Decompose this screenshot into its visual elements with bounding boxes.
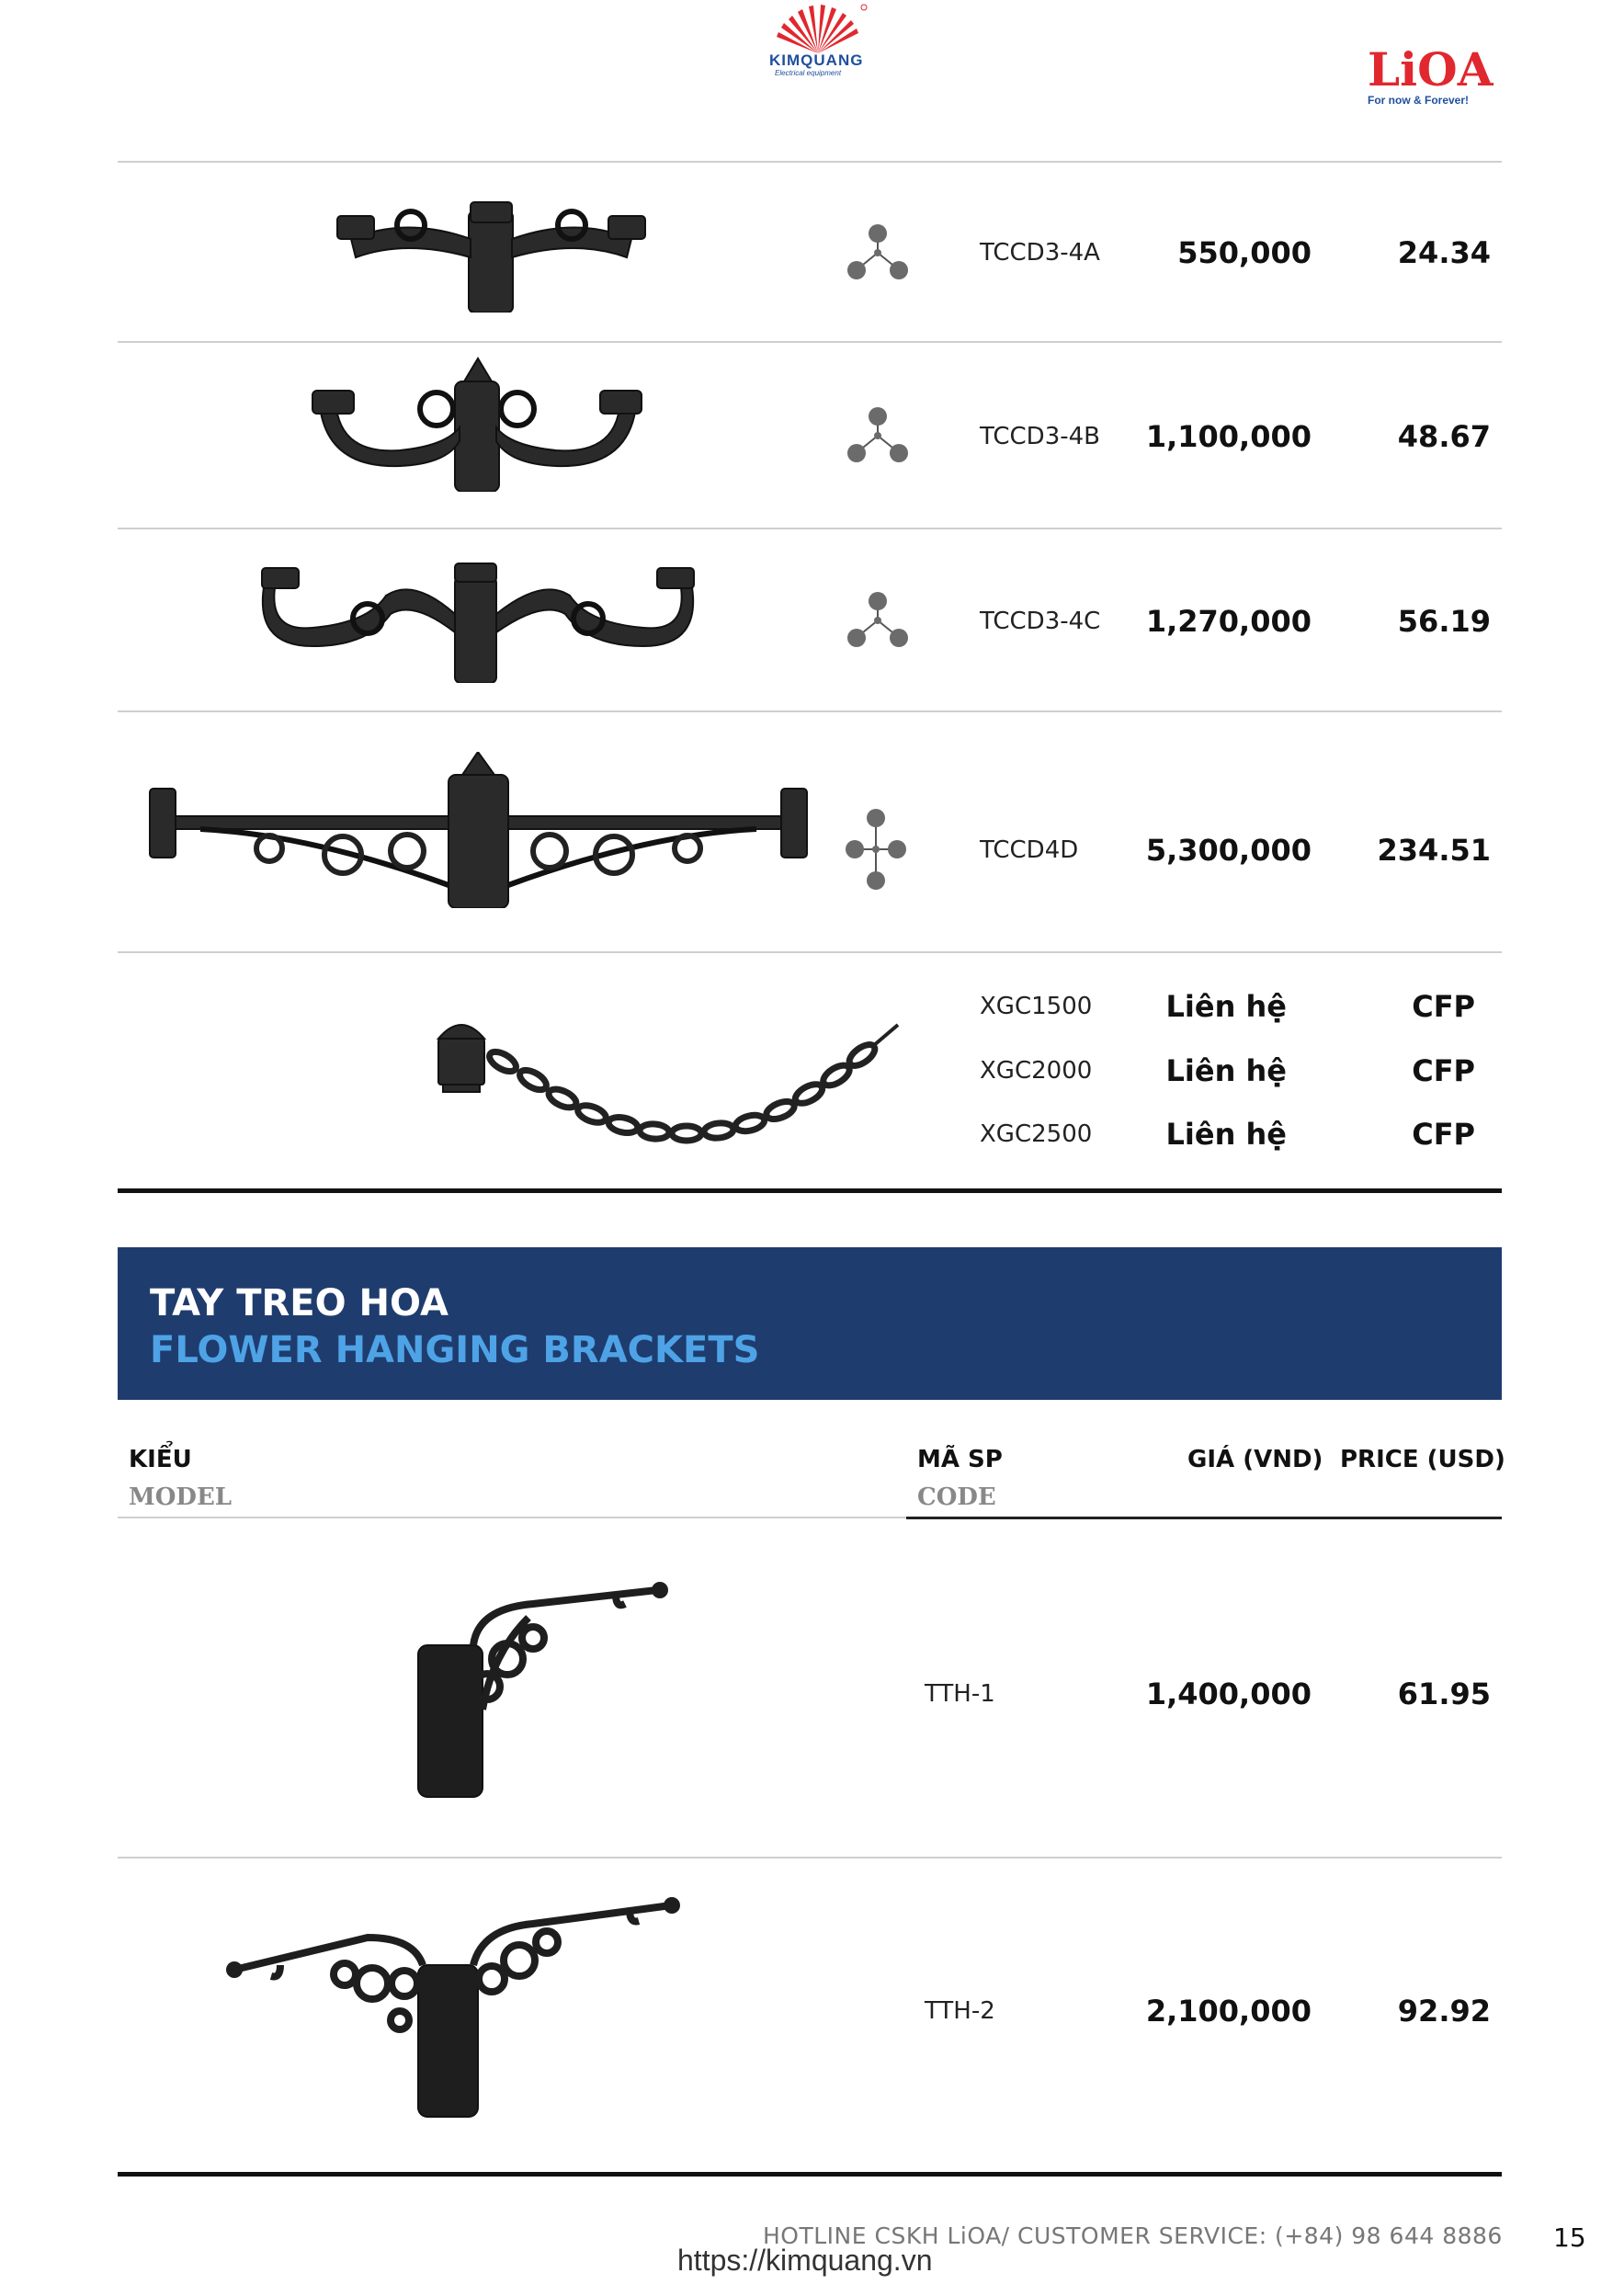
lioa-logo-text: LiOA: [1368, 42, 1493, 97]
price-vnd: 5,300,000: [1145, 833, 1312, 868]
section-title-en: FLOWER HANGING BRACKETS: [150, 1329, 760, 1371]
header-rule: [118, 1517, 906, 1518]
four-light-branch-icon: [844, 807, 908, 892]
product-code: XGC2500: [980, 1120, 1093, 1148]
section-title-vn: TAY TREO HOA: [150, 1282, 449, 1324]
price-usd: 61.95: [1397, 1677, 1491, 1711]
price-usd: 24.34: [1397, 235, 1491, 270]
product-code: TCCD3-4C: [980, 608, 1101, 635]
price-usd: CFP: [1412, 1117, 1475, 1152]
table-end-rule: [118, 1188, 1502, 1193]
flower-bracket-tth-1-image: [404, 1572, 680, 1802]
product-code: XGC2000: [980, 1057, 1093, 1085]
price-usd: 48.67: [1397, 419, 1491, 454]
kimquang-sunburst-icon: [758, 0, 878, 55]
price-usd: CFP: [1412, 1053, 1475, 1088]
lioa-logo: [1368, 44, 1515, 118]
bracket-tccd3-4b-image: [308, 354, 648, 492]
row-divider: [118, 951, 1502, 953]
price-usd: 234.51: [1377, 833, 1491, 868]
column-header-model: KIỂU: [129, 1446, 192, 1473]
row-divider: [118, 528, 1502, 529]
price-vnd: 1,270,000: [1145, 604, 1312, 639]
column-header-model-en: MODEL: [129, 1483, 233, 1511]
price-usd: 56.19: [1397, 604, 1491, 639]
product-code: TCCD4D: [980, 836, 1079, 864]
header-rule: [906, 1517, 1502, 1519]
price-vnd: 1,100,000: [1145, 419, 1312, 454]
product-code: TTH-1: [925, 1680, 995, 1708]
row-divider: [118, 710, 1502, 712]
bracket-tccd4d-image: [145, 752, 812, 908]
flower-bracket-tth-2-image: [216, 1892, 685, 2121]
three-light-branch-icon: [846, 224, 910, 281]
price-vnd: Liên hệ: [1165, 989, 1287, 1024]
price-usd: CFP: [1412, 989, 1475, 1024]
bracket-tccd3-4c-image: [257, 559, 698, 683]
price-usd: 92.92: [1397, 1994, 1491, 2029]
column-header-code-en: CODE: [917, 1483, 996, 1511]
three-light-branch-icon: [846, 407, 910, 464]
page-number: 15: [1553, 2222, 1586, 2253]
column-header-code: MÃ SP: [917, 1446, 1003, 1473]
lioa-tagline: For now & Forever!: [1368, 94, 1470, 107]
decorative-chain-image: [434, 1011, 907, 1158]
price-vnd: 1,400,000: [1145, 1677, 1312, 1711]
footer-hotline: HOTLINE CSKH LiOA/ CUSTOMER SERVICE: (+84) 98 644 8886: [763, 2222, 1503, 2249]
kimquang-logo-sub: Electrical equipment: [775, 69, 842, 77]
column-header-price-usd: PRICE (USD): [1340, 1446, 1505, 1473]
price-vnd: Liên hệ: [1165, 1117, 1287, 1152]
table-end-rule: [118, 2172, 1502, 2177]
product-code: TTH-2: [925, 1997, 995, 2025]
price-vnd: 550,000: [1177, 235, 1312, 270]
three-light-branch-icon: [846, 592, 910, 649]
row-divider: [118, 161, 1502, 163]
section-banner: [118, 1247, 1502, 1400]
website-url[interactable]: https://kimquang.vn: [677, 2244, 933, 2277]
product-code: TCCD3-4B: [980, 423, 1100, 450]
row-divider: [118, 341, 1502, 343]
price-vnd: 2,100,000: [1145, 1994, 1312, 2029]
column-header-price-vnd: GIÁ (VND): [1187, 1446, 1323, 1473]
row-divider: [118, 1857, 1502, 1858]
kimquang-logo: [758, 0, 878, 83]
product-code: TCCD3-4A: [980, 239, 1100, 267]
kimquang-logo-text: KIMQUANG: [769, 51, 864, 69]
bracket-tccd3-4a-image: [333, 188, 650, 313]
product-code: XGC1500: [980, 993, 1093, 1020]
price-vnd: Liên hệ: [1165, 1053, 1287, 1088]
